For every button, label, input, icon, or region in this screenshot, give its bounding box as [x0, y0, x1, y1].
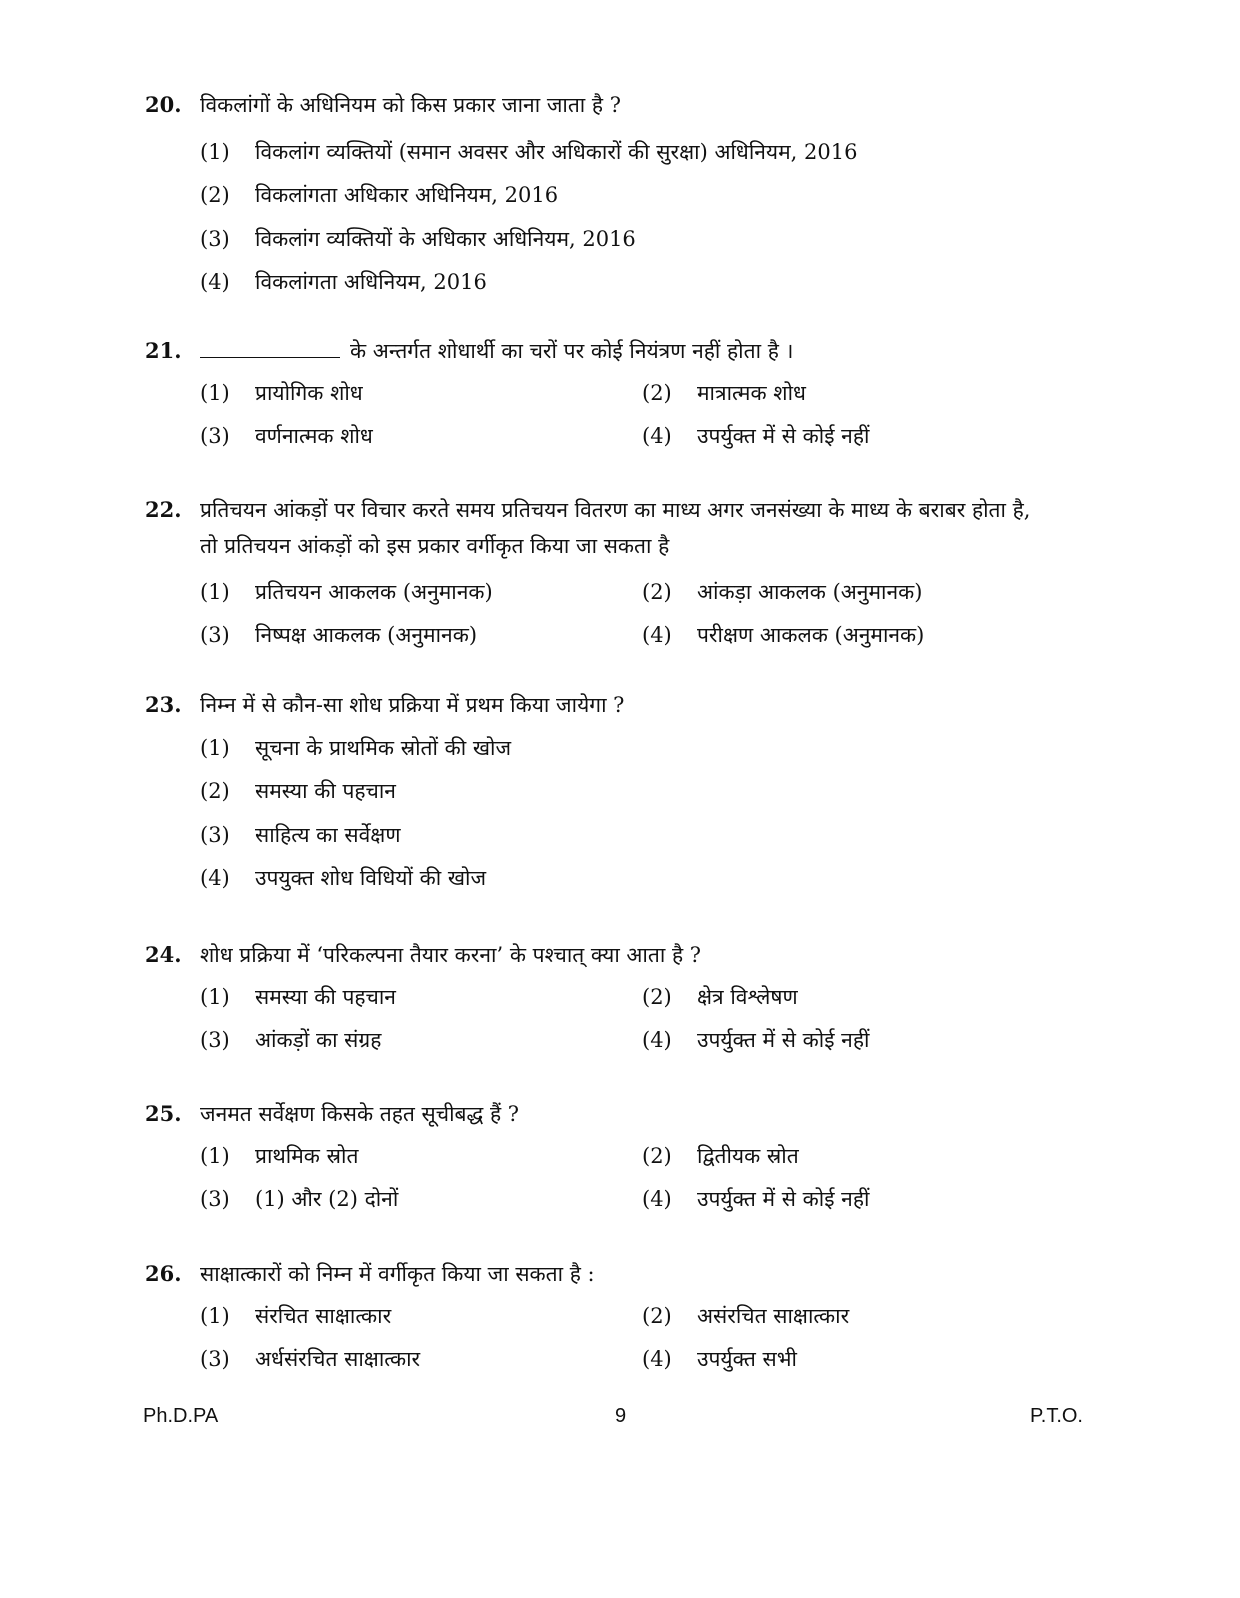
option-4: [642, 415, 1042, 459]
option-text: उपयुक्त शोध विधियों की खोज: [255, 866, 487, 891]
option-number: (1): [200, 735, 230, 760]
fill-in-blank: [200, 335, 340, 358]
option-4: [642, 614, 1042, 658]
option-text: समस्या की पहचान: [255, 779, 396, 804]
option-3: [200, 1338, 642, 1382]
option-1: [200, 726, 1045, 770]
option-text: विकलांगता अधिकार अधिनियम, 2016: [255, 183, 559, 208]
option-1: [200, 975, 642, 1019]
option-number: (3): [200, 1187, 230, 1212]
option-text: उपर्युक्त में से कोई नहीं: [697, 1187, 870, 1212]
question-number: 25.: [145, 1101, 182, 1126]
option-text: परीक्षण आकलक (अनुमानक): [697, 623, 925, 648]
question-text: के अन्तर्गत शोधार्थी का चरों पर कोई नियंत्रण नहीं होता है ।: [350, 339, 794, 363]
option-1: [200, 371, 642, 415]
option-number: (4): [642, 1347, 672, 1372]
option-1: [200, 570, 642, 614]
option-3: [200, 813, 1045, 857]
option-text: असंरचित साक्षात्कार: [697, 1303, 850, 1328]
option-1: [200, 1294, 642, 1338]
option-2: [642, 570, 1042, 614]
option-2: [200, 174, 1045, 218]
option-3: [200, 614, 642, 658]
question-number: 22.: [145, 497, 182, 522]
question-text: जनमत सर्वेक्षण किसके तहत सूचीबद्ध हैं ?: [200, 1102, 520, 1126]
option-text: आंकड़ा आकलक (अनुमानक): [697, 579, 923, 604]
option-number: (2): [642, 579, 672, 604]
page-number: 9: [615, 1405, 627, 1427]
option-number: (4): [642, 623, 672, 648]
question-26: [145, 1256, 1045, 1381]
option-text: अर्धसंरचित साक्षात्कार: [255, 1347, 421, 1372]
question-number: 24.: [145, 942, 182, 967]
option-1: [200, 1134, 642, 1178]
option-2: [642, 975, 1042, 1019]
option-3: [200, 1178, 642, 1222]
option-4: [200, 261, 1045, 305]
option-4: [642, 1338, 1042, 1382]
option-text: उपर्युक्त में से कोई नहीं: [697, 1028, 870, 1053]
option-text: निष्पक्ष आकलक (अनुमानक): [255, 623, 478, 648]
option-number: (2): [200, 779, 230, 804]
option-text: सूचना के प्राथमिक स्रोतों की खोज: [255, 735, 512, 760]
option-number: (3): [200, 623, 230, 648]
option-number: (3): [200, 424, 230, 449]
option-4: [642, 1178, 1042, 1222]
option-number: (4): [642, 1187, 672, 1212]
question-text: विकलांगों के अधिनियम को किस प्रकार जाना जाता है ?: [200, 93, 622, 117]
question-number: 23.: [145, 692, 182, 717]
option-number: (2): [642, 1303, 672, 1328]
question-21: [145, 333, 1045, 458]
option-text: संरचित साक्षात्कार: [255, 1303, 392, 1328]
option-number: (4): [200, 866, 230, 891]
option-4: [200, 857, 1045, 901]
question-25: [145, 1096, 1045, 1221]
option-number: (2): [200, 183, 230, 208]
option-3: [200, 217, 1045, 261]
option-number: (3): [200, 1347, 230, 1372]
option-number: (1): [200, 1143, 230, 1168]
question-text: साक्षात्कारों को निम्न में वर्गीकृत किया जा सकता है :: [200, 1262, 595, 1286]
option-number: (2): [642, 1143, 672, 1168]
option-text: उपर्युक्त में से कोई नहीं: [697, 424, 870, 449]
option-text: समस्या की पहचान: [255, 984, 396, 1009]
option-1: [200, 130, 1045, 174]
option-number: (3): [200, 822, 230, 847]
option-3: [200, 1019, 642, 1063]
option-number: (1): [200, 984, 230, 1009]
question-text: प्रतिचयन आंकड़ों पर विचार करते समय प्रतिचयन वितरण का माध्य अगर जनसंख्या के माध्य के बराबर होता है, तो प्रतिचयन आंकड़ों को इस प्रकार वर्गीकृत किया जा सकता है: [200, 498, 1031, 558]
option-4: [642, 1019, 1042, 1063]
option-number: (4): [642, 424, 672, 449]
option-text: साहित्य का सर्वेक्षण: [255, 822, 401, 847]
option-text: प्रतिचयन आकलक (अनुमानक): [255, 579, 493, 604]
question-20: [145, 87, 1045, 304]
question-number: 20.: [145, 92, 182, 117]
question-23: [145, 687, 1045, 900]
option-text: विकलांग व्यक्तियों के अधिकार अधिनियम, 2016: [255, 226, 636, 251]
paper-code: Ph.D.PA: [143, 1405, 219, 1427]
pto-label: P.T.O.: [1030, 1405, 1083, 1427]
question-number: 26.: [145, 1261, 182, 1286]
option-text: प्राथमिक स्रोत: [255, 1143, 359, 1168]
option-text: उपर्युक्त सभी: [697, 1347, 797, 1372]
question-number: 21.: [145, 338, 182, 363]
option-number: (1): [200, 579, 230, 604]
option-number: (2): [642, 984, 672, 1009]
option-text: आंकड़ों का संग्रह: [255, 1028, 382, 1053]
option-number: (1): [200, 1303, 230, 1328]
option-number: (1): [200, 380, 230, 405]
option-number: (3): [200, 226, 230, 251]
option-text: मात्रात्मक शोध: [697, 380, 806, 405]
option-number: (4): [642, 1028, 672, 1053]
option-2: [642, 371, 1042, 415]
option-2: [642, 1294, 1042, 1338]
option-text: द्वितीयक स्रोत: [697, 1143, 799, 1168]
option-number: (4): [200, 270, 230, 295]
option-text: विकलांगता अधिनियम, 2016: [255, 270, 487, 295]
option-text: (1) और (2) दोनों: [255, 1187, 399, 1212]
option-text: प्रायोगिक शोध: [255, 380, 363, 405]
option-text: वर्णनात्मक शोध: [255, 424, 373, 449]
option-3: [200, 415, 642, 459]
question-text: निम्न में से कौन-सा शोध प्रक्रिया में प्रथम किया जायेगा ?: [200, 693, 625, 717]
option-number: (2): [642, 380, 672, 405]
option-text: विकलांग व्यक्तियों (समान अवसर और अधिकारों की सुरक्षा) अधिनियम, 2016: [255, 139, 858, 164]
option-number: (3): [200, 1028, 230, 1053]
option-2: [642, 1134, 1042, 1178]
question-text: शोध प्रक्रिया में ‘परिकल्पना तैयार करना’ के पश्चात् क्या आता है ?: [200, 943, 702, 967]
option-2: [200, 770, 1045, 814]
question-22: [145, 492, 1045, 657]
question-24: [145, 937, 1045, 1062]
option-number: (1): [200, 139, 230, 164]
option-text: क्षेत्र विश्लेषण: [697, 984, 798, 1009]
